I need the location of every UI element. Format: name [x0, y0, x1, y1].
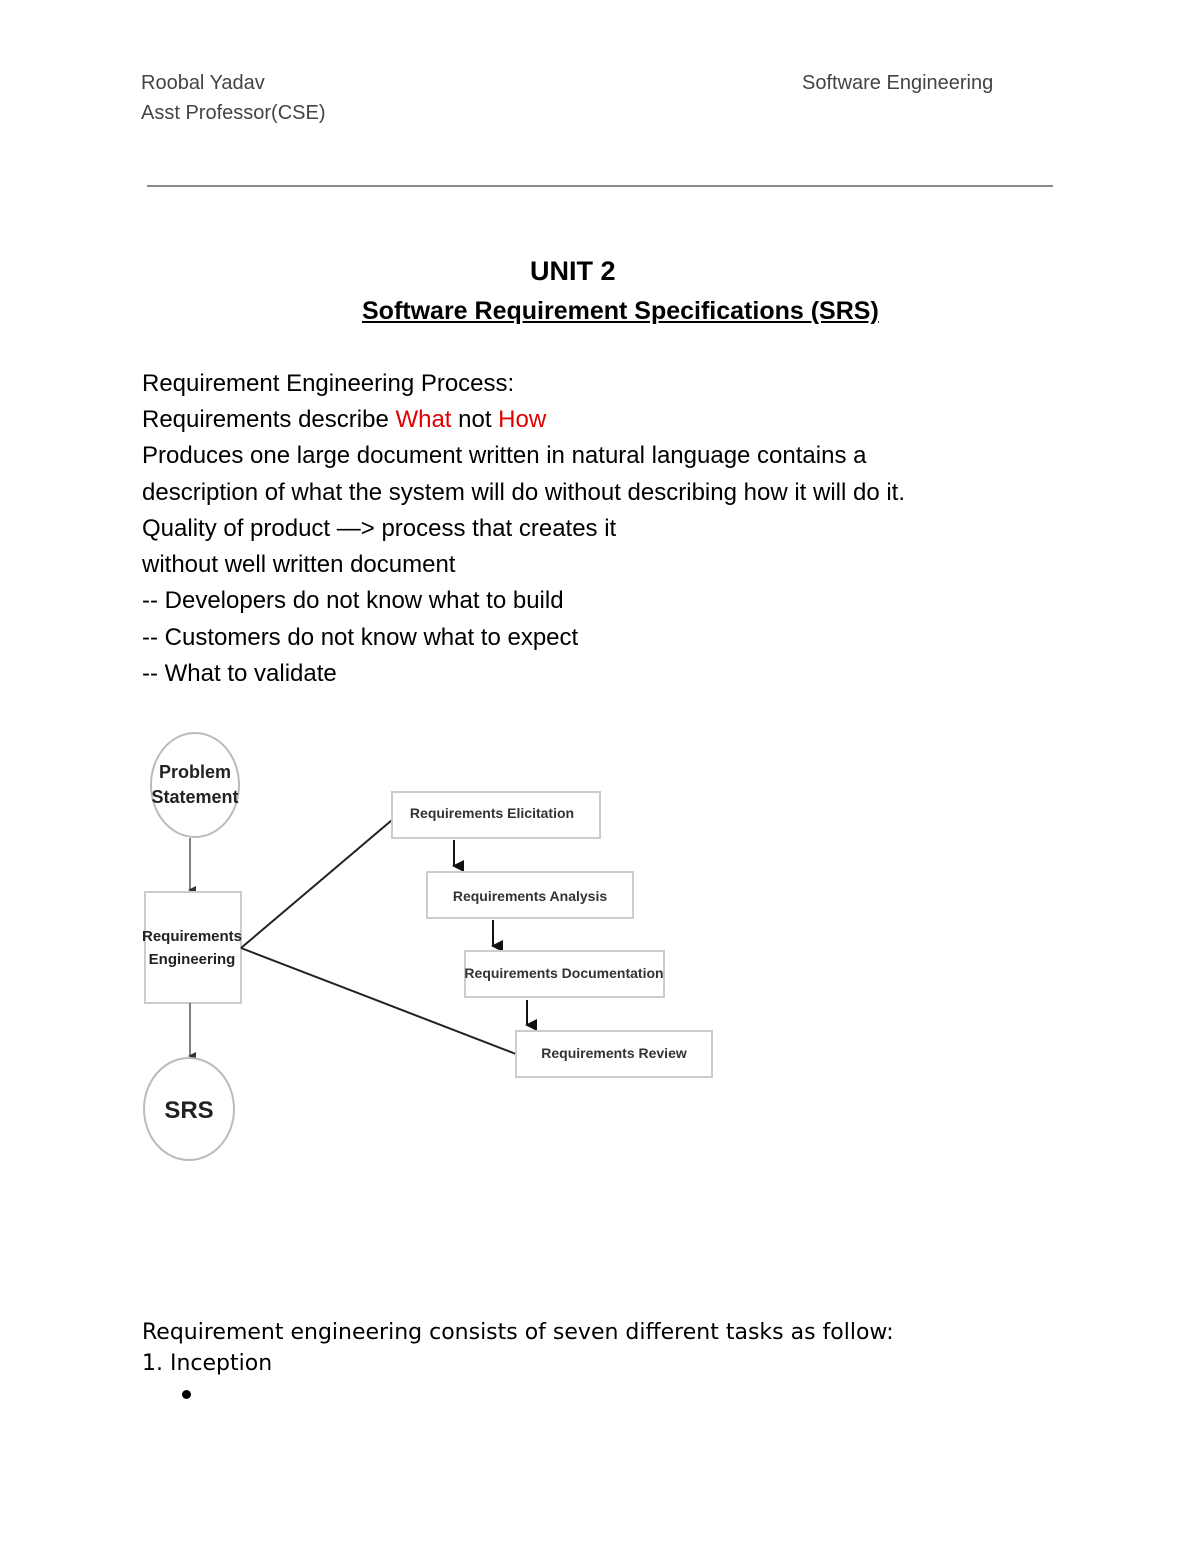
body-line-6: without well written document [142, 551, 456, 578]
highlight-how: How [498, 406, 547, 433]
body-line-8: -- Customers do not know what to expect [142, 624, 579, 651]
unit-title: UNIT 2 [530, 256, 616, 286]
step-review-label: Requirements Review [541, 1045, 687, 1061]
re-label-1: Requirements [141, 928, 243, 945]
problem-label-1: Problem [158, 762, 232, 782]
body-line-9: -- What to validate [142, 660, 337, 687]
srs-label: SRS [164, 1097, 214, 1124]
highlight-what: What [395, 406, 452, 433]
step-elicitation [392, 792, 600, 838]
header-author: Roobal Yadav [141, 72, 265, 94]
body-line-4: description of what the system will do without describing how it will do it. [142, 479, 906, 506]
re-label-2: Engineering [148, 951, 236, 968]
body-line-5: Quality of product —> process that creates it [142, 515, 617, 542]
header-rule [147, 185, 1053, 187]
step-elicitation-label: Requirements Elicitation [409, 805, 575, 821]
connector-upper [241, 820, 392, 948]
header-designation: Asst Professor(CSE) [141, 102, 326, 124]
step-documentation [464, 951, 664, 997]
task-item-1: 1. Inception [142, 1351, 273, 1376]
body-line-2-mid: not [451, 406, 499, 433]
problem-statement-node [151, 733, 239, 837]
step-analysis-label: Requirements Analysis [452, 888, 608, 904]
body-line-3: Produces one large document written in natural language contains a [142, 442, 867, 469]
srs-node [144, 1058, 234, 1160]
requirements-engineering-node [142, 892, 242, 1003]
requirements-engineering-diagram [140, 728, 730, 1168]
problem-label-2: Statement [151, 787, 239, 807]
body-line-1: Requirement Engineering Process: [142, 370, 515, 397]
tasks-intro: Requirement engineering consists of seven different tasks as follow: [142, 1320, 894, 1345]
body-line-2 [142, 406, 546, 434]
step-review [516, 1031, 712, 1077]
header-subject: Software Engineering [802, 72, 994, 94]
bullet-point [182, 1390, 191, 1399]
step-documentation-label: Requirements Documentation [464, 965, 664, 981]
body-line-7: -- Developers do not know what to build [142, 587, 564, 614]
step-analysis [427, 872, 633, 918]
body-line-2-text: Requirements describe [142, 406, 396, 433]
page-subtitle: Software Requirement Specifications (SRS) [362, 297, 879, 325]
